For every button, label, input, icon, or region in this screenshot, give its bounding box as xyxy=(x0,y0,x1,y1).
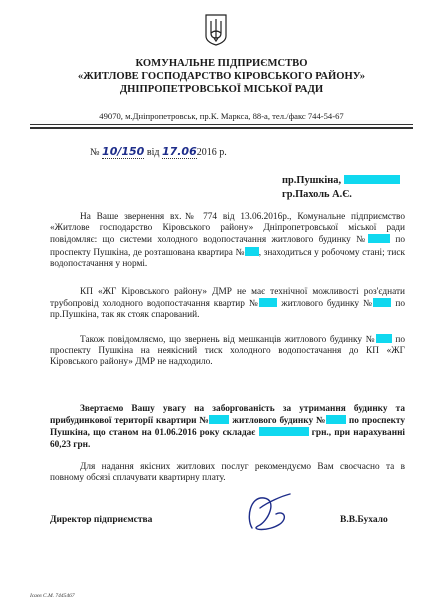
paragraph-2 xyxy=(50,287,405,322)
recipient-street: пр.Пушкіна, xyxy=(282,175,342,186)
p3-text-b: по проспекту Пушкіна на неякісний тиск холодного водопостачання до КП «ЖГ Кіровського району» ДМР не надходило. xyxy=(50,335,405,368)
outgoing-number: 10/150 xyxy=(102,145,145,158)
signatory-name: В.В.Бухало xyxy=(340,515,388,525)
recipient-address xyxy=(282,175,400,186)
p1-text-a: На Ваше звернення вх.№ 774 від 13.06.2016р., Комунальне підприємство «Житлове господарство Кіровського району» Дніпропетровської міської ради повідомляє: що системи холодного водопостачання житлового будинку № xyxy=(50,212,405,246)
p1-text-c: , знаходиться у робочому стані; тиск водопостачання у нормі. xyxy=(50,247,405,269)
redaction-block xyxy=(259,427,309,436)
redaction-block xyxy=(368,234,390,243)
header-divider-thick xyxy=(30,127,413,129)
outgoing-year: 2016 р. xyxy=(196,147,227,158)
redaction-block xyxy=(326,415,346,424)
org-name-line3: ДНІПРОПЕТРОВСЬКОЇ МІСЬКОЇ РАДИ xyxy=(119,84,324,95)
date-prefix: від xyxy=(146,147,160,158)
p3-text-a: Також повідомляємо, що звернень від мешканців житлового будинку № xyxy=(80,335,376,345)
redaction-block xyxy=(209,415,229,424)
header-divider xyxy=(30,124,413,125)
coat-of-arms-icon xyxy=(205,14,227,46)
redaction-block xyxy=(344,175,400,184)
redaction-block xyxy=(245,247,259,256)
p2-text-b: житлового будинку № xyxy=(281,299,374,310)
number-prefix: № xyxy=(90,147,100,158)
p2-text-c: по пр.Пушкіна, так як стояк спарований. xyxy=(50,299,406,321)
paragraph-3 xyxy=(50,334,405,369)
redaction-block xyxy=(373,298,391,307)
executor-note: Ісаєв С.М. 7445467 xyxy=(30,593,75,599)
p4-text-c: по проспекту Пушкіна, що станом на 01.06.2016 року складає xyxy=(50,416,406,439)
p2-text-a: КП «ЖГ Кіровського району» ДМР не має технічної можливості роз'єднати трубопровід холодного водопостачання квартир № xyxy=(50,287,405,310)
org-address: 49070, м.Дніпропетровськ, пр.К. Маркса, 88-а, тел./факс 744-54-67 xyxy=(99,111,344,121)
recipient-name: гр.Пахоль А.Є. xyxy=(282,189,352,200)
redaction-block xyxy=(259,298,277,307)
p1-text-b: по проспекту Пушкіна, де розташована квартира № xyxy=(50,235,406,258)
p4-text-d: грн., при нарахуванні 60,23 грн. xyxy=(50,428,406,450)
p4-text-b: житлового будинку № xyxy=(232,416,326,427)
paragraph-4-debt xyxy=(50,404,405,451)
org-name-line2: «ЖИТЛОВЕ ГОСПОДАРСТВО КІРОВСЬКОГО РАЙОНУ» xyxy=(77,71,366,82)
paragraph-5: Для надання якісних житлових послуг рекомендуємо Вам своєчасно та в повному обсязі сплачувати квартирну плату. xyxy=(50,462,405,484)
org-name-line1: КОМУНАЛЬНЕ ПІДПРИЄМСТВО xyxy=(135,58,308,69)
signatory-title: Директор підприємства xyxy=(50,515,153,525)
paragraph-1 xyxy=(50,212,405,270)
p4-text-a: Звертаємо Вашу увагу на заборгованість за утримання будинку та прибудинкової території квартири № xyxy=(50,404,405,427)
outgoing-number-line xyxy=(90,145,227,158)
outgoing-date: 17.06 xyxy=(161,145,197,158)
redaction-block xyxy=(376,334,392,343)
handwritten-signature xyxy=(238,488,298,536)
